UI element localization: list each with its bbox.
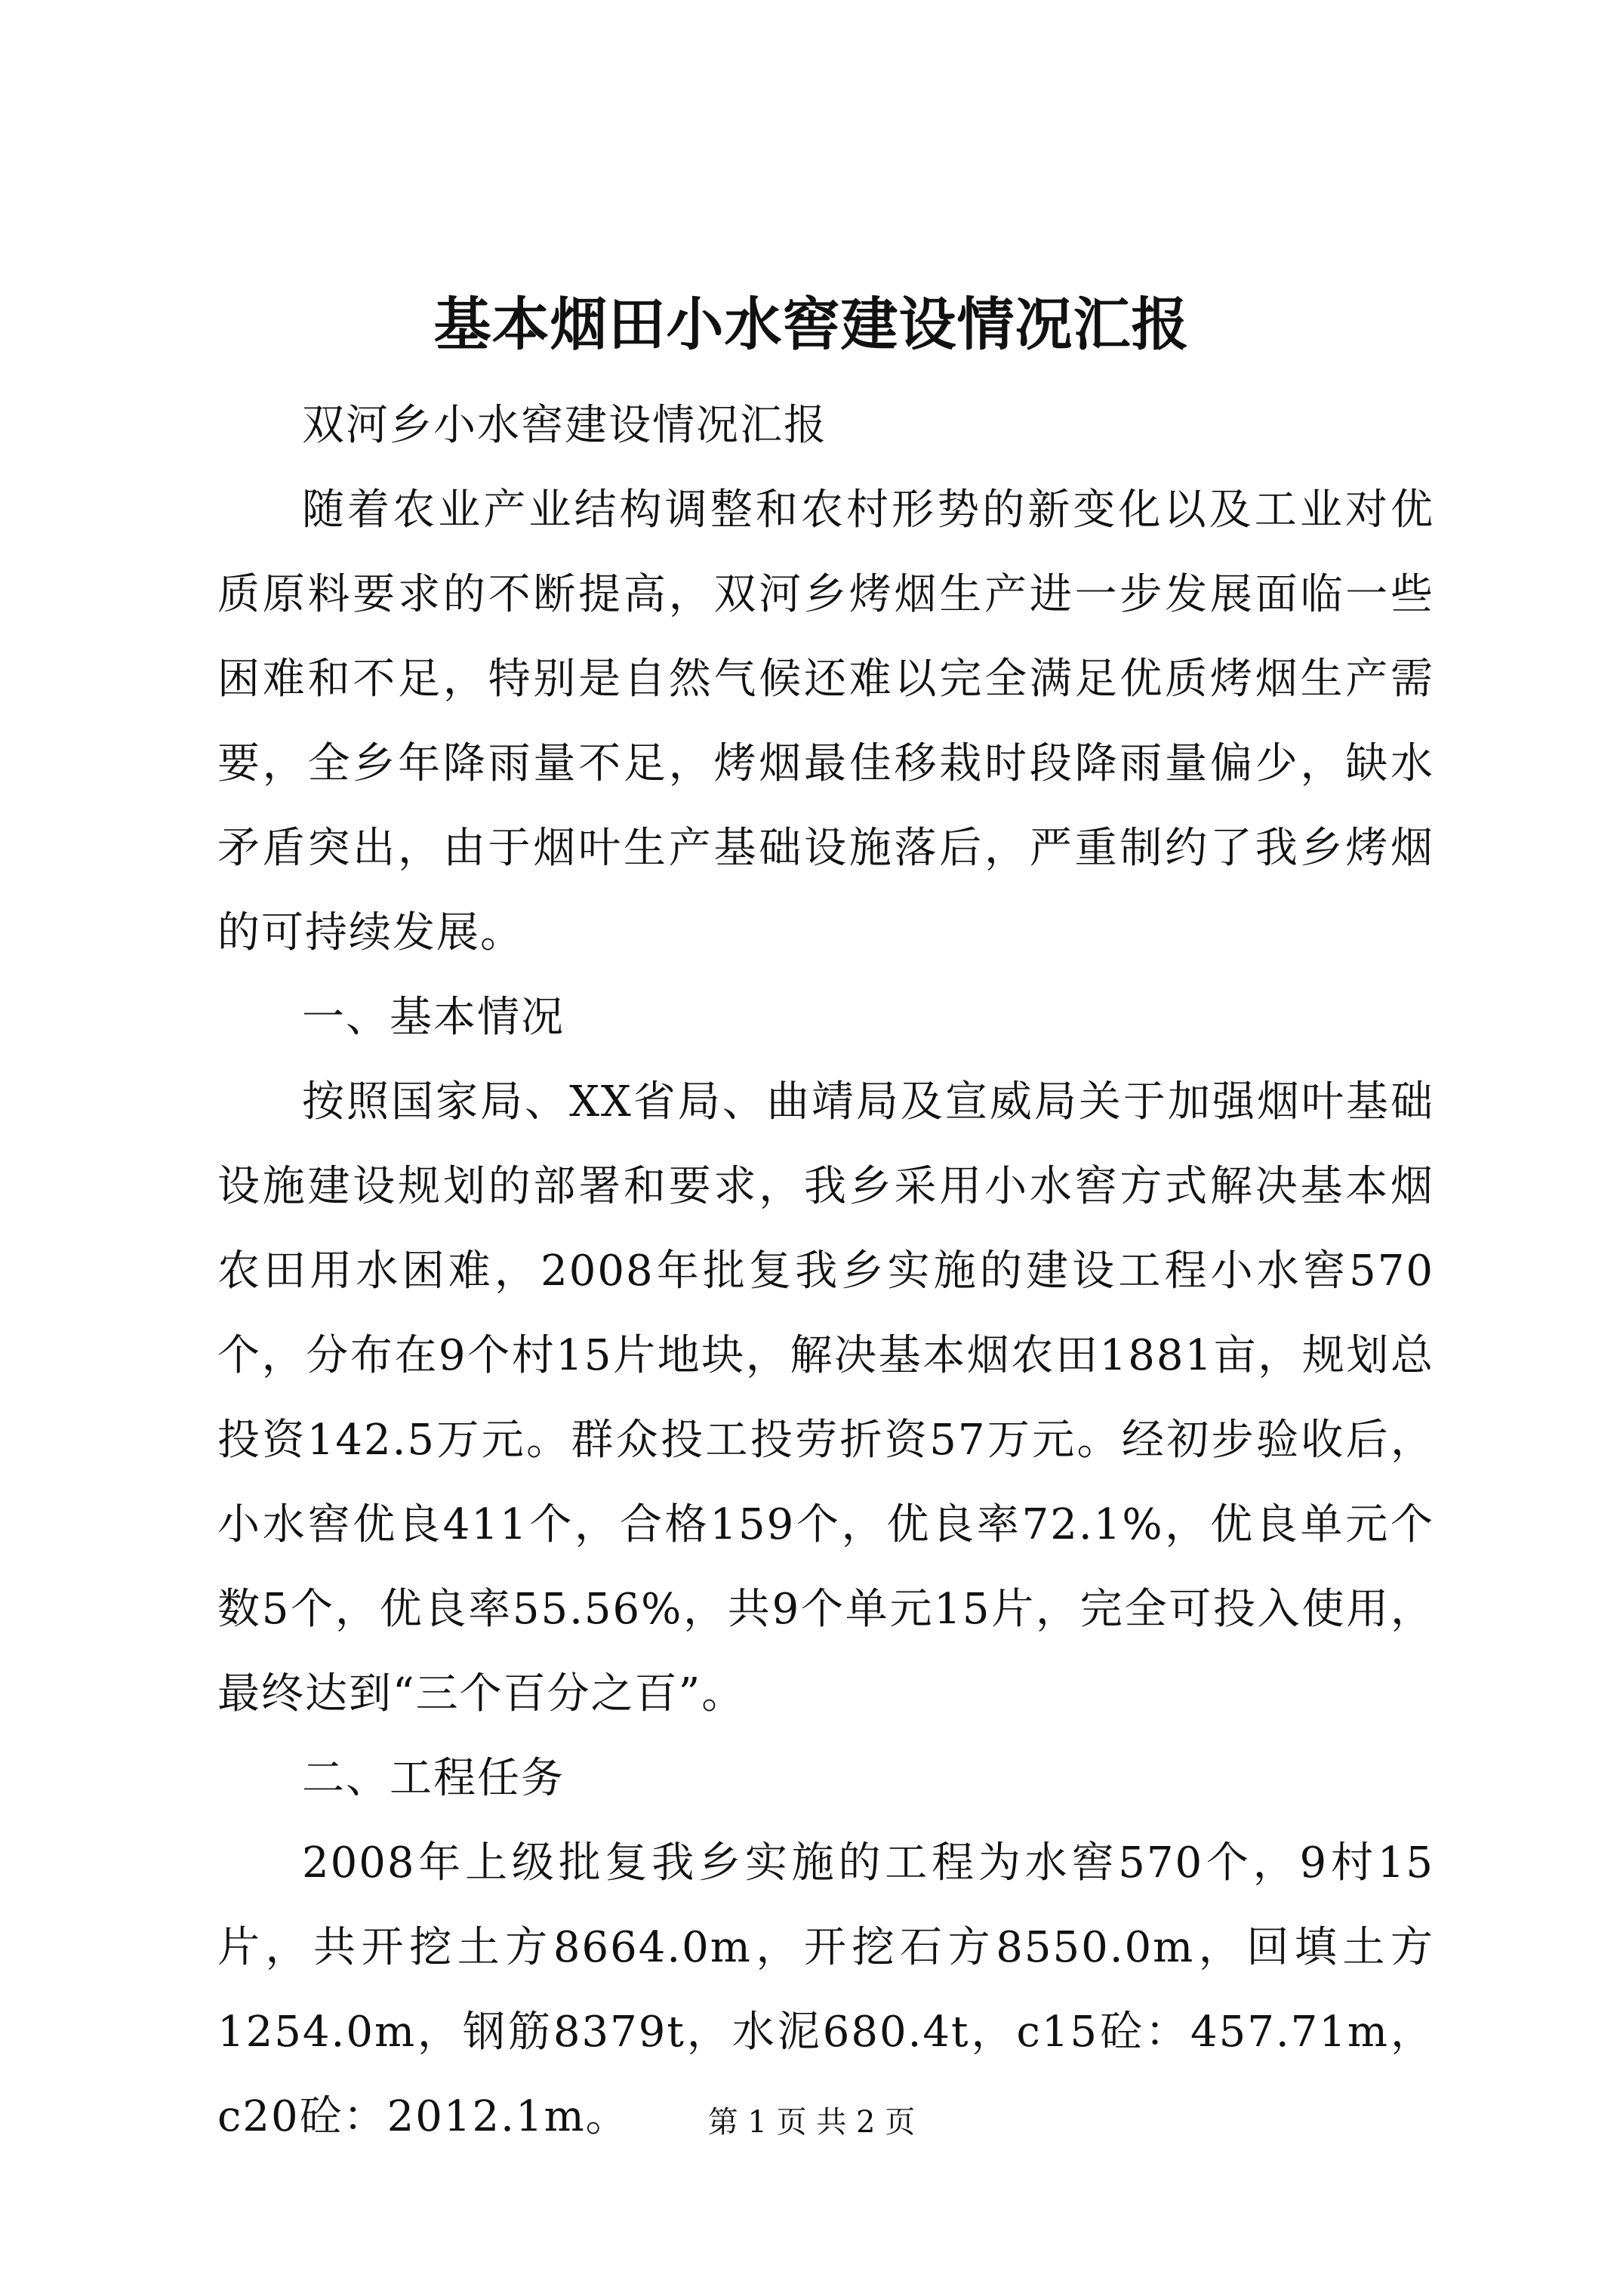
document-title: 基本烟田小水窖建设情况汇报 <box>433 291 1190 358</box>
section-heading-basic: 一、基本情况 <box>302 993 565 1042</box>
intro-paragraph: 随着农业产业结构调整和农村形势的新变化以及工业对优质原料要求的不断提高，双河乡烤烟生产进一步发展面临一些困难和不足，特别是自然气候还难以完全满足优质烤烟生产需要，全乡年降雨量不足，烤烟最佳移栽时段降雨量偏少，缺水矛盾突出，由于烟叶生产基础设施落后，严重制约了我乡烤烟的可持续发展。 <box>217 485 1434 957</box>
document-body <box>217 384 1434 2159</box>
basic-situation-paragraph: 按照国家局、XX省局、曲靖局及宣威局关于加强烟叶基础设施建设规划的部署和要求，我乡采用小水窖方式解决基本烟农田用水困难，2008年批复我乡实施的建设工程小水窖570个，分布在9个村15片地块，解决基本烟农田1881亩，规划总投资142.5万元。群众投工投劳折资57万元。经初步验收后，小水窖优良411个，合格159个，优良率72.1%，优良单元个数5个，优良率55.56%，共9个单元15片，完全可投入使用，最终达到“三个百分之百”。 <box>217 1077 1434 1718</box>
tasks-paragraph: 2008年上级批复我乡实施的工程为水窖570个，9村15片，共开挖土方8664.0m，开挖石方8550.0m，回填土方1254.0m，钢筋8379t，水泥680.4t，c15砼：457.71m，c20砼：2012.1m。 <box>217 1838 1434 2141</box>
subtitle-paragraph: 双河乡小水窖建设情况汇报 <box>302 401 827 450</box>
page-number-footer: 第 1 页 共 2 页 <box>707 2105 916 2140</box>
section-heading-tasks: 二、工程任务 <box>302 1754 565 1803</box>
